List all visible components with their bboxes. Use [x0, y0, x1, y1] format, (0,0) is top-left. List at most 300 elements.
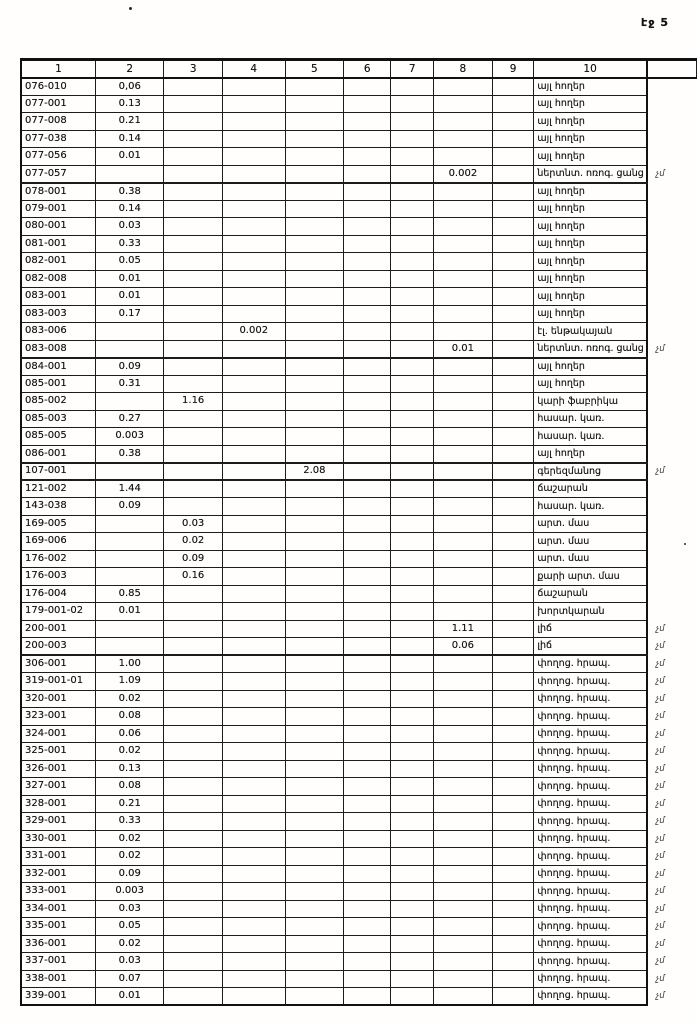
value-cell [492, 970, 534, 988]
handwritten-margin-note [647, 113, 697, 131]
value-cell [433, 498, 492, 516]
handwritten-margin-note [647, 235, 697, 253]
value-cell [164, 323, 223, 341]
land-use-cell: այլ հողեր [534, 288, 647, 306]
value-cell [222, 988, 285, 1006]
value-cell [391, 935, 434, 953]
value-cell [285, 165, 344, 183]
value-cell [391, 113, 434, 131]
value-cell [222, 288, 285, 306]
value-cell [96, 340, 164, 358]
value-cell [492, 778, 534, 796]
value-cell [285, 883, 344, 901]
handwritten-margin-note [647, 568, 697, 586]
value-cell [164, 340, 223, 358]
land-use-cell: արտ. մաս [534, 533, 647, 551]
value-cell [164, 463, 223, 481]
table-row [21, 183, 697, 201]
value-cell [164, 288, 223, 306]
value-cell [344, 95, 391, 113]
value-cell [285, 900, 344, 918]
land-use-cell: փողոց. հրապ. [534, 935, 647, 953]
land-use-cell: լիճ [534, 638, 647, 656]
value-cell: 0.01 [96, 270, 164, 288]
value-cell [285, 340, 344, 358]
value-cell [285, 830, 344, 848]
land-use-cell: փողոց. հրապ. [534, 813, 647, 831]
value-cell [492, 288, 534, 306]
value-cell [285, 200, 344, 218]
parcel-id-cell: 325-001 [21, 743, 96, 761]
parcel-id-cell: 077-057 [21, 165, 96, 183]
handwritten-margin-note: չմ [655, 343, 665, 354]
value-cell [222, 970, 285, 988]
value-cell: 0.16 [164, 568, 223, 586]
table-row [21, 515, 697, 533]
handwritten-margin-note [647, 393, 697, 411]
value-cell [96, 393, 164, 411]
value-cell: 0.003 [96, 883, 164, 901]
value-cell [96, 638, 164, 656]
value-cell [285, 533, 344, 551]
value-cell: 0.02 [96, 690, 164, 708]
value-cell [222, 480, 285, 498]
table-row [21, 463, 697, 481]
value-cell [344, 183, 391, 201]
value-cell [433, 953, 492, 971]
value-cell [391, 323, 434, 341]
value-cell [222, 638, 285, 656]
parcel-id-cell: 169-006 [21, 533, 96, 551]
value-cell: 0.21 [96, 113, 164, 131]
value-cell [433, 463, 492, 481]
table-row [21, 253, 697, 271]
value-cell [222, 795, 285, 813]
value-cell [433, 690, 492, 708]
table-row [21, 725, 697, 743]
value-cell [433, 235, 492, 253]
value-cell [433, 900, 492, 918]
value-cell [492, 498, 534, 516]
table-row [21, 130, 697, 148]
value-cell [344, 148, 391, 166]
land-use-cell: արտ. մաս [534, 515, 647, 533]
value-cell [285, 795, 344, 813]
parcel-id-cell: 331-001 [21, 848, 96, 866]
value-cell [344, 270, 391, 288]
value-cell [391, 988, 434, 1006]
handwritten-margin-note: չմ [655, 676, 665, 686]
handwritten-margin-note: չմ [655, 658, 665, 669]
value-cell [222, 778, 285, 796]
parcel-id-cell: 169-005 [21, 515, 96, 533]
value-cell [391, 410, 434, 428]
handwritten-margin-note [647, 480, 697, 498]
value-cell [164, 235, 223, 253]
value-cell [344, 323, 391, 341]
column-header: 4 [222, 60, 285, 78]
handwritten-margin-note: չմ [655, 938, 665, 949]
value-cell [222, 708, 285, 726]
value-cell [391, 130, 434, 148]
value-cell [222, 690, 285, 708]
value-cell: 1.00 [96, 655, 164, 673]
value-cell [222, 883, 285, 901]
value-cell: 0.02 [96, 830, 164, 848]
value-cell: 0.002 [433, 165, 492, 183]
value-cell [344, 445, 391, 463]
land-use-cell: այլ հողեր [534, 95, 647, 113]
value-cell [492, 760, 534, 778]
value-cell [222, 725, 285, 743]
value-cell [433, 270, 492, 288]
value-cell [222, 673, 285, 691]
value-cell [391, 760, 434, 778]
value-cell [344, 568, 391, 586]
table-row [21, 690, 697, 708]
value-cell [391, 148, 434, 166]
handwritten-margin-note [647, 253, 697, 271]
column-header: 2 [96, 60, 164, 78]
table-row [21, 498, 697, 516]
value-cell [164, 445, 223, 463]
parcel-id-cell: 143-038 [21, 498, 96, 516]
value-cell: 0.17 [96, 305, 164, 323]
value-cell: 1.44 [96, 480, 164, 498]
value-cell: 0.05 [96, 253, 164, 271]
value-cell [222, 235, 285, 253]
value-cell [164, 708, 223, 726]
value-cell [222, 113, 285, 131]
value-cell [433, 200, 492, 218]
value-cell [344, 638, 391, 656]
value-cell [391, 305, 434, 323]
value-cell [391, 743, 434, 761]
parcel-id-cell: 080-001 [21, 218, 96, 236]
parcel-id-cell: 077-001 [21, 95, 96, 113]
value-cell [285, 183, 344, 201]
land-use-cell: փողոց. հրապ. [534, 655, 647, 673]
value-cell [96, 568, 164, 586]
value-cell [433, 218, 492, 236]
value-cell [285, 760, 344, 778]
value-cell [285, 865, 344, 883]
value-cell [391, 848, 434, 866]
value-cell [433, 655, 492, 673]
parcel-id-cell: 336-001 [21, 935, 96, 953]
value-cell [492, 428, 534, 446]
value-cell [433, 813, 492, 831]
parcel-id-cell: 086-001 [21, 445, 96, 463]
table-row [21, 813, 697, 831]
value-cell [164, 305, 223, 323]
value-cell [391, 725, 434, 743]
value-cell [285, 393, 344, 411]
land-use-cell: ներտնտ. ոռոգ. ցանց [534, 165, 647, 183]
value-cell [344, 935, 391, 953]
table-row [21, 305, 697, 323]
value-cell [164, 165, 223, 183]
value-cell [344, 883, 391, 901]
table-row [21, 743, 697, 761]
land-use-cell: գերեզմանոց [534, 463, 647, 481]
value-cell [222, 130, 285, 148]
parcel-id-cell: 327-001 [21, 778, 96, 796]
value-cell [492, 935, 534, 953]
value-cell [344, 463, 391, 481]
value-cell [222, 743, 285, 761]
value-cell: 0.38 [96, 445, 164, 463]
land-use-cell: փողոց. հրապ. [534, 918, 647, 936]
value-cell [285, 743, 344, 761]
handwritten-margin-note [647, 550, 697, 568]
value-cell [285, 113, 344, 131]
value-cell [285, 568, 344, 586]
parcel-id-cell: 077-056 [21, 148, 96, 166]
parcel-id-cell: 176-002 [21, 550, 96, 568]
value-cell [391, 795, 434, 813]
value-cell [433, 323, 492, 341]
value-cell: 0.13 [96, 760, 164, 778]
value-cell [164, 183, 223, 201]
value-cell: 0.07 [96, 970, 164, 988]
value-cell [391, 900, 434, 918]
value-cell [222, 760, 285, 778]
land-use-cell: ներտնտ. ոռոգ. ցանց [534, 340, 647, 358]
value-cell [492, 340, 534, 358]
value-cell [433, 830, 492, 848]
table-row [21, 550, 697, 568]
table-row [21, 445, 697, 463]
table-row [21, 165, 697, 183]
value-cell [492, 358, 534, 376]
handwritten-margin-note [647, 515, 697, 533]
value-cell [433, 305, 492, 323]
column-header: 9 [492, 60, 534, 78]
handwritten-margin-note: չմ [655, 956, 665, 966]
table-row [21, 533, 697, 551]
land-use-cell: փողոց. հրապ. [534, 848, 647, 866]
value-cell: 0.08 [96, 778, 164, 796]
value-cell [344, 200, 391, 218]
value-cell [285, 935, 344, 953]
value-cell [492, 953, 534, 971]
value-cell [344, 393, 391, 411]
value-cell [96, 515, 164, 533]
parcel-id-cell: 338-001 [21, 970, 96, 988]
parcel-id-cell: 076-010 [21, 78, 96, 96]
value-cell [391, 918, 434, 936]
handwritten-margin-note: չմ [655, 711, 665, 721]
value-cell [344, 253, 391, 271]
value-cell: 0.13 [96, 95, 164, 113]
value-cell [344, 760, 391, 778]
value-cell [492, 725, 534, 743]
value-cell [492, 218, 534, 236]
value-cell [433, 445, 492, 463]
table-row [21, 760, 697, 778]
value-cell [433, 743, 492, 761]
value-cell [433, 883, 492, 901]
land-use-cell: փողոց. հրապ. [534, 795, 647, 813]
value-cell [344, 480, 391, 498]
margin-spacer [647, 60, 697, 78]
parcel-id-cell: 326-001 [21, 760, 96, 778]
value-cell [492, 533, 534, 551]
value-cell [391, 953, 434, 971]
value-cell [222, 463, 285, 481]
table-row [21, 200, 697, 218]
column-header: 6 [344, 60, 391, 78]
value-cell: 0.08 [96, 708, 164, 726]
value-cell [285, 585, 344, 603]
value-cell [492, 165, 534, 183]
value-cell: 1.16 [164, 393, 223, 411]
value-cell [344, 970, 391, 988]
handwritten-margin-note [647, 410, 697, 428]
value-cell [164, 410, 223, 428]
land-use-cell: փողոց. հրապ. [534, 690, 647, 708]
value-cell [433, 778, 492, 796]
value-cell [391, 533, 434, 551]
value-cell: 0.21 [96, 795, 164, 813]
value-cell [433, 533, 492, 551]
value-cell [391, 568, 434, 586]
parcel-id-cell: 328-001 [21, 795, 96, 813]
handwritten-margin-note [647, 148, 697, 166]
value-cell [492, 183, 534, 201]
value-cell [391, 813, 434, 831]
value-cell [285, 410, 344, 428]
land-use-cell: փողոց. հրապ. [534, 760, 647, 778]
parcel-id-cell: 084-001 [21, 358, 96, 376]
value-cell [492, 550, 534, 568]
value-cell [164, 638, 223, 656]
parcel-id-cell: 333-001 [21, 883, 96, 901]
value-cell [492, 305, 534, 323]
value-cell [285, 270, 344, 288]
table-row [21, 358, 697, 376]
table-row [21, 235, 697, 253]
value-cell: 0.01 [433, 340, 492, 358]
parcel-id-cell: 176-004 [21, 585, 96, 603]
table-row [21, 918, 697, 936]
value-cell [391, 498, 434, 516]
parcel-id-cell: 082-008 [21, 270, 96, 288]
value-cell [164, 375, 223, 393]
value-cell [285, 778, 344, 796]
value-cell [222, 428, 285, 446]
value-cell [391, 550, 434, 568]
parcel-id-cell: 083-008 [21, 340, 96, 358]
value-cell [285, 848, 344, 866]
value-cell [344, 830, 391, 848]
value-cell [222, 200, 285, 218]
value-cell: 0.01 [96, 603, 164, 621]
value-cell [285, 725, 344, 743]
land-use-cell: փողոց. հրապ. [534, 725, 647, 743]
value-cell [285, 638, 344, 656]
value-cell [433, 970, 492, 988]
land-use-cell: այլ հողեր [534, 358, 647, 376]
handwritten-margin-note: չմ [655, 623, 665, 634]
handwritten-margin-note: չմ [655, 991, 665, 1001]
value-cell [433, 78, 492, 96]
value-cell [433, 708, 492, 726]
value-cell [344, 603, 391, 621]
value-cell [492, 690, 534, 708]
value-cell [492, 515, 534, 533]
parcel-id-cell: 323-001 [21, 708, 96, 726]
value-cell [344, 690, 391, 708]
parcel-id-cell: 324-001 [21, 725, 96, 743]
parcel-id-cell: 332-001 [21, 865, 96, 883]
value-cell [222, 848, 285, 866]
land-use-cell: փողոց. հրապ. [534, 778, 647, 796]
parcel-id-cell: 330-001 [21, 830, 96, 848]
value-cell [164, 498, 223, 516]
value-cell: 0.003 [96, 428, 164, 446]
value-cell [285, 235, 344, 253]
handwritten-margin-note [647, 200, 697, 218]
value-cell [222, 393, 285, 411]
value-cell: 0.01 [96, 148, 164, 166]
table-row [21, 428, 697, 446]
value-cell [391, 620, 434, 638]
value-cell [222, 813, 285, 831]
value-cell [391, 200, 434, 218]
parcel-id-cell: 319-001-01 [21, 673, 96, 691]
parcel-id-cell: 085-001 [21, 375, 96, 393]
value-cell [492, 865, 534, 883]
value-cell [492, 78, 534, 96]
value-cell [492, 638, 534, 656]
land-use-cell: կարի ֆաբրիկա [534, 393, 647, 411]
value-cell: 0.09 [96, 865, 164, 883]
value-cell [344, 235, 391, 253]
value-cell [433, 358, 492, 376]
value-cell [344, 673, 391, 691]
value-cell [344, 918, 391, 936]
value-cell [433, 375, 492, 393]
value-cell [433, 410, 492, 428]
value-cell [391, 673, 434, 691]
land-use-cell: քարի արտ. մաս [534, 568, 647, 586]
value-cell [164, 725, 223, 743]
value-cell [164, 953, 223, 971]
value-cell [164, 585, 223, 603]
value-cell [222, 655, 285, 673]
handwritten-margin-note [647, 585, 697, 603]
table-row [21, 270, 697, 288]
table-row [21, 95, 697, 113]
value-cell: 0.02 [164, 533, 223, 551]
handwritten-margin-note [647, 603, 697, 621]
value-cell [391, 428, 434, 446]
value-cell [492, 148, 534, 166]
parcel-id-cell: 335-001 [21, 918, 96, 936]
value-cell [433, 795, 492, 813]
value-cell [492, 375, 534, 393]
value-cell [285, 515, 344, 533]
column-header: 8 [433, 60, 492, 78]
value-cell [344, 550, 391, 568]
value-cell: 0.06 [96, 725, 164, 743]
value-cell [492, 445, 534, 463]
value-cell [433, 130, 492, 148]
land-use-cell: հասար. կառ. [534, 410, 647, 428]
value-cell: 0.002 [222, 323, 285, 341]
